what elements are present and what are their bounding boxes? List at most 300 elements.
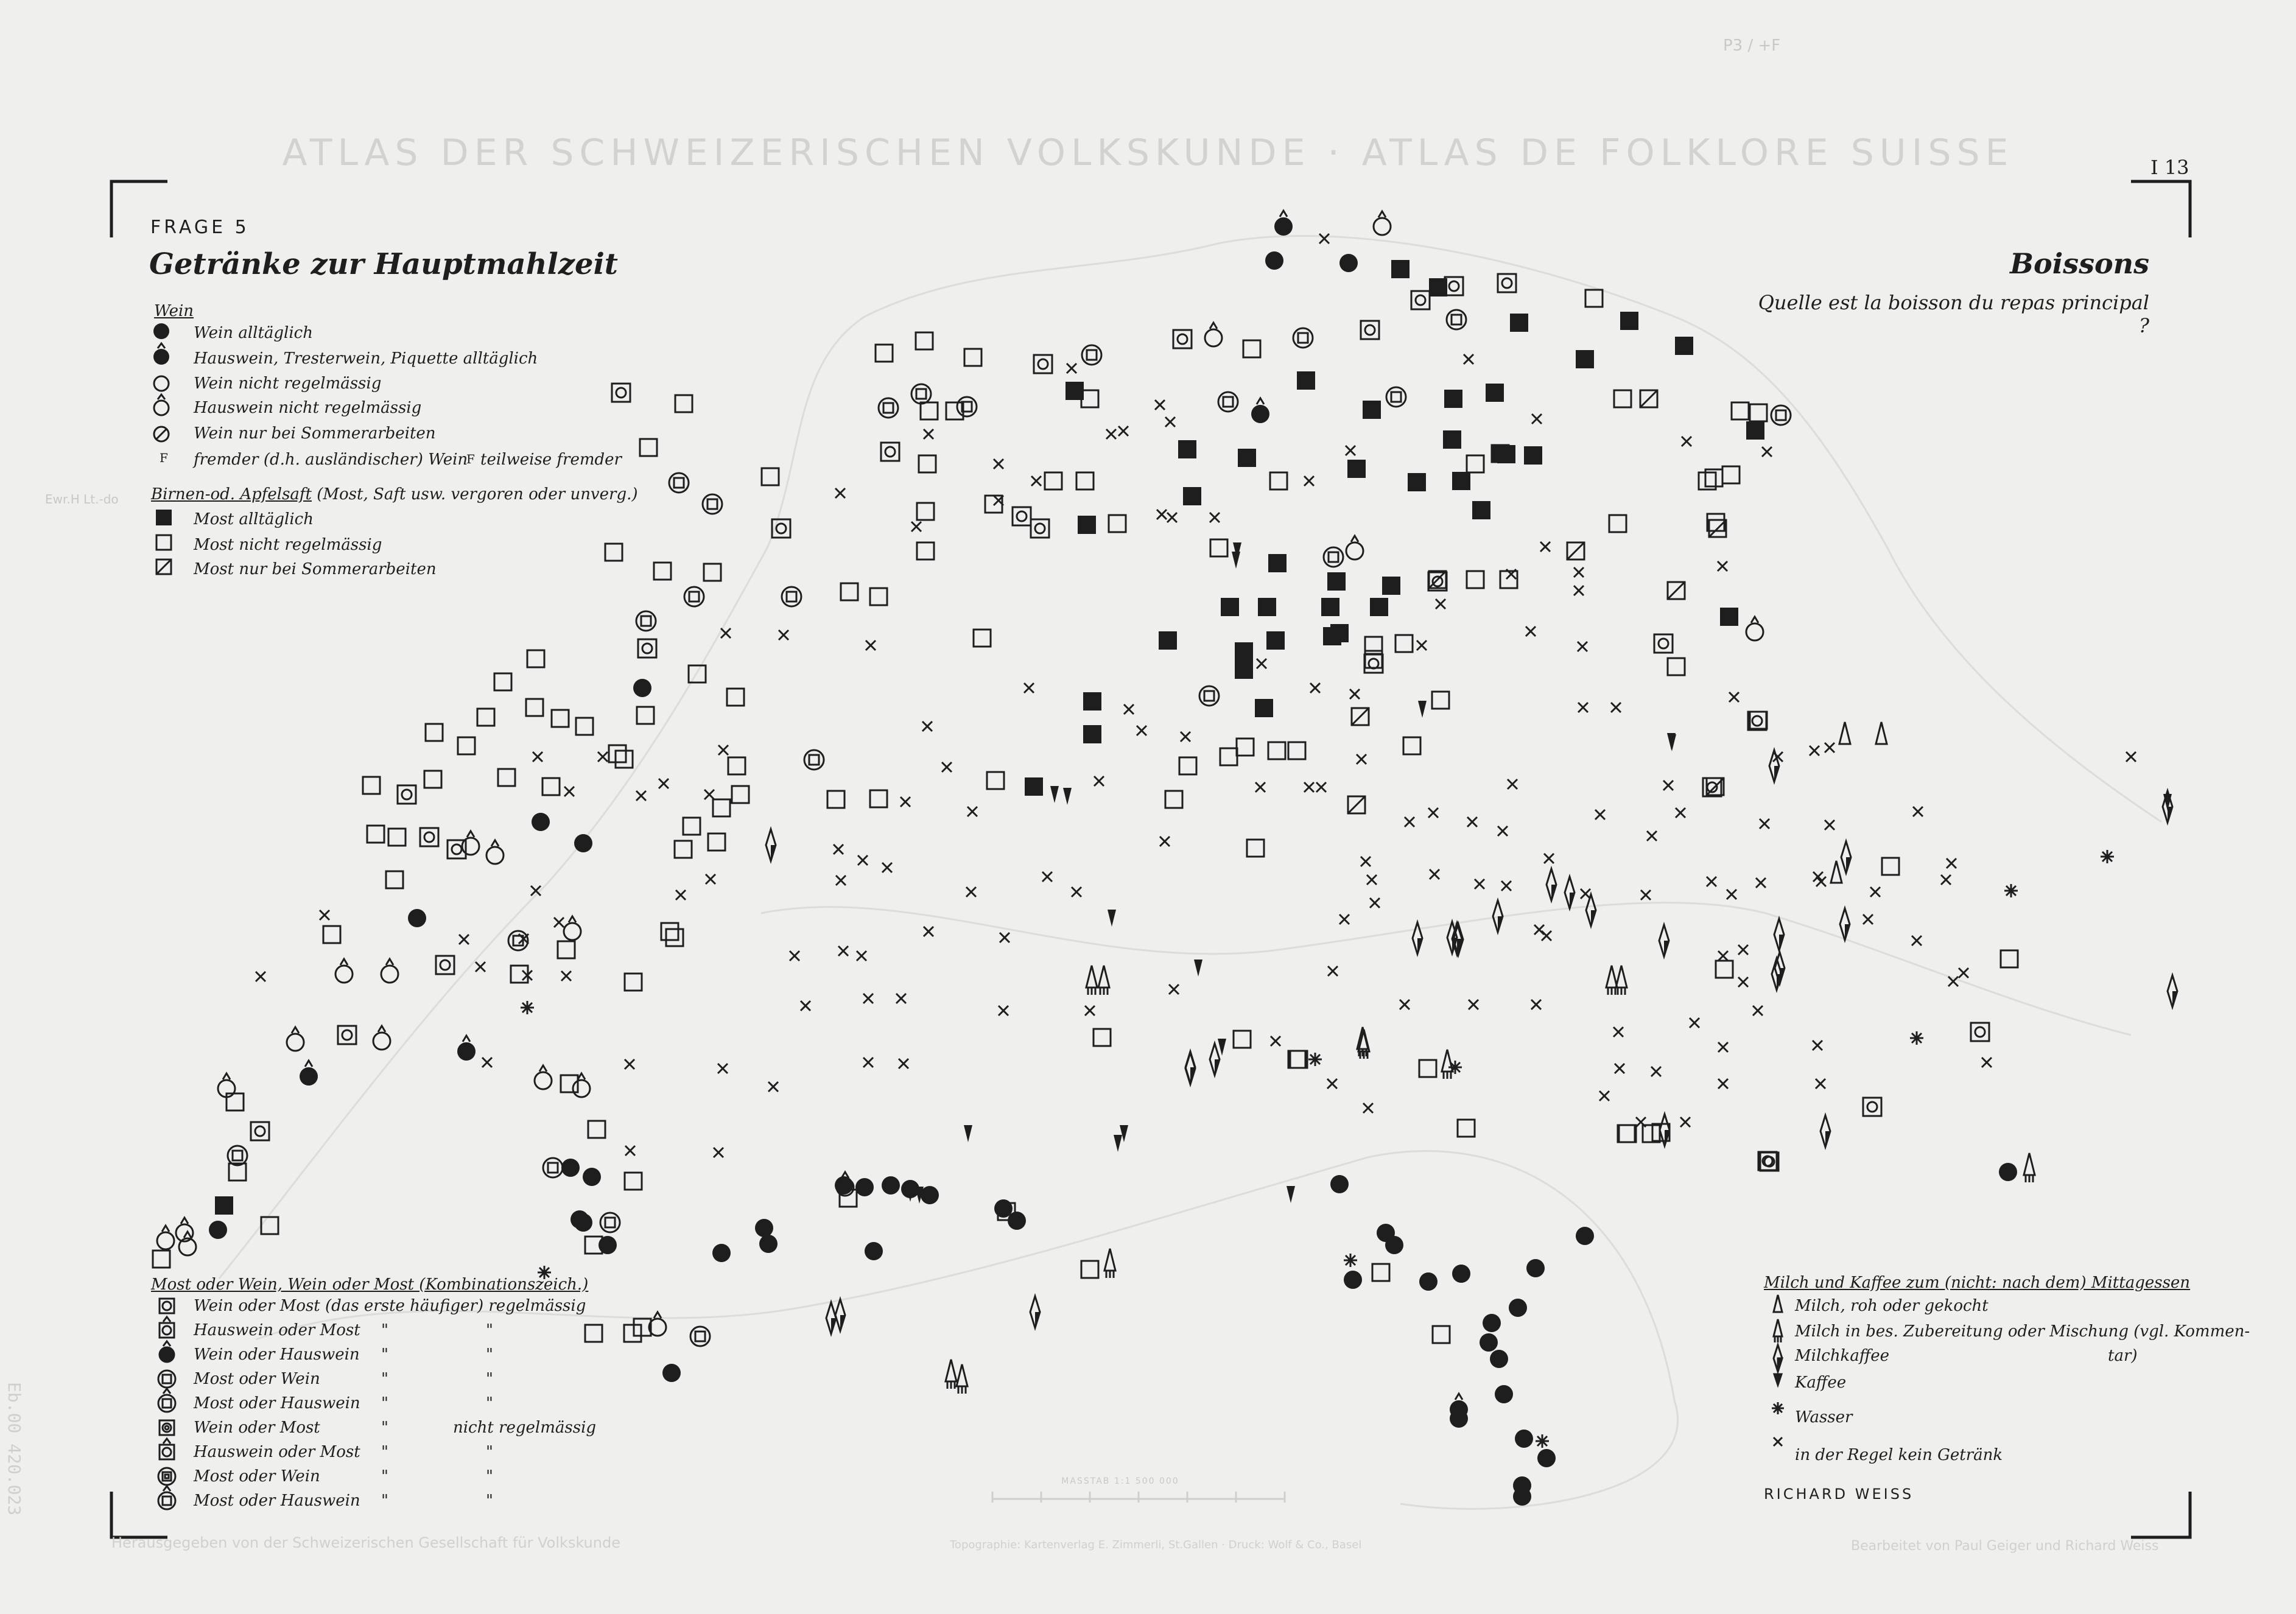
no-drink-marker <box>1464 354 1473 364</box>
no-drink-marker <box>1753 1006 1763 1016</box>
no-drink-marker <box>1124 704 1134 714</box>
no-drink-marker <box>1257 659 1266 668</box>
no-drink-marker <box>1475 879 1484 889</box>
cider-occasional-marker <box>870 588 887 605</box>
cider-occasional-marker <box>1288 742 1305 759</box>
housewine-daily-marker <box>1274 211 1293 236</box>
legend-combined-item-1: Wein oder Most (das erste häufiger) regelmässig <box>194 1297 586 1315</box>
cider-or-wine-marker <box>879 398 898 418</box>
no-drink-marker <box>704 790 714 799</box>
cider-occasional-marker <box>1419 1060 1436 1077</box>
cider-occasional-marker <box>1234 1031 1251 1048</box>
no-drink-marker <box>1718 951 1728 961</box>
legend-cider-heading: Birnen-od. Apfelsaft <box>151 485 312 503</box>
water-marker <box>1448 1061 1462 1074</box>
wine-daily-marker <box>583 1168 601 1186</box>
no-drink-marker <box>838 946 848 956</box>
no-drink-marker <box>1544 854 1554 863</box>
cider-or-wine-marker <box>703 494 722 514</box>
housewine-occasional-marker <box>287 1027 304 1051</box>
cider-occasional-marker <box>1433 1326 1450 1343</box>
cider-summer-marker <box>1348 796 1365 813</box>
legend-combined-item-2-col3: " <box>486 1321 493 1339</box>
cider-or-wine-marker <box>1386 387 1406 407</box>
cider-daily-marker <box>1327 572 1346 591</box>
cider-occasional-marker <box>1500 571 1517 588</box>
legend-combined-item-4-col3: " <box>486 1370 493 1388</box>
cider-occasional-marker <box>1179 757 1196 774</box>
wine-daily-marker <box>1452 1265 1470 1283</box>
cider-occasional-marker <box>732 786 749 803</box>
milk-prepared-marker <box>2024 1153 2035 1182</box>
question-number: FRAGE 5 <box>150 217 250 238</box>
wine-daily-marker <box>1265 251 1283 270</box>
wine-or-cider-marker <box>1031 519 1049 538</box>
no-drink-marker <box>768 1082 778 1092</box>
sheet-number: I 13 <box>2150 156 2189 179</box>
no-drink-marker <box>1137 726 1146 735</box>
wine-daily-marker <box>574 1213 592 1232</box>
cider-daily-marker <box>1486 384 1504 402</box>
milk-marker <box>1831 861 1842 883</box>
wine-daily-marker <box>1385 1236 1403 1254</box>
legend-cider-item-2: Most nicht regelmässig <box>194 536 382 554</box>
legend-cider-heading-suffix: (Most, Saft usw. vergoren oder unverg.) <box>317 485 638 503</box>
cider-occasional-marker <box>1076 472 1094 489</box>
cider-occasional-marker <box>1609 515 1626 532</box>
cider-occasional-marker <box>870 790 887 807</box>
coffee-marker <box>1287 1186 1295 1203</box>
housewine-occasional-marker <box>1346 536 1363 560</box>
cider-occasional-marker <box>153 1251 170 1268</box>
cider-occasional-marker <box>616 751 633 768</box>
legend-combined-item-4: Most oder Wein <box>194 1370 320 1388</box>
cider-occasional-marker <box>542 778 560 795</box>
water-marker <box>1536 1434 1549 1448</box>
cider-or-wine-marker <box>669 473 689 493</box>
legend-cider-item-3: Most nur bei Sommerarbeiten <box>194 560 437 578</box>
cider-daily-marker <box>1675 337 1693 355</box>
no-drink-marker <box>899 1059 908 1068</box>
cider-summer-marker <box>1352 708 1369 725</box>
cider-occasional-marker <box>552 710 569 727</box>
no-drink-marker <box>598 752 608 762</box>
wine-daily-marker <box>633 679 651 697</box>
water-marker <box>521 1001 534 1014</box>
legend-combined-item-9-col2: " <box>381 1492 388 1510</box>
no-drink-marker <box>1469 1000 1478 1009</box>
cider-occasional-marker <box>921 402 938 419</box>
cider-daily-marker <box>1576 350 1594 368</box>
cider-daily-marker <box>1370 598 1388 616</box>
no-drink-marker <box>1024 683 1034 693</box>
no-drink-marker <box>1271 1036 1280 1046</box>
no-drink-marker <box>1526 626 1536 636</box>
cider-or-wine-marker <box>1218 392 1238 412</box>
cider-or-wine-marker <box>1082 345 1101 365</box>
no-drink-marker <box>1428 808 1438 818</box>
legend-combined-item-5-col3: " <box>486 1394 493 1412</box>
no-drink-marker <box>1067 363 1076 373</box>
cider-daily-marker <box>1382 577 1400 595</box>
cider-occasional-marker <box>1237 739 1254 756</box>
cider-daily-marker <box>215 1196 233 1215</box>
wine-or-cider-marker <box>1863 1098 1881 1116</box>
milk-prepared-marker <box>946 1360 957 1389</box>
cider-occasional-marker <box>1643 1125 1660 1142</box>
wine-or-cider-marker <box>420 828 438 846</box>
legend-combined-item-2-col2: " <box>381 1321 388 1339</box>
no-drink-marker <box>1540 542 1550 552</box>
no-drink-marker <box>1611 703 1621 712</box>
no-drink-marker <box>858 855 868 865</box>
cider-occasional-marker <box>1750 404 1767 421</box>
milk-coffee-marker <box>1493 900 1503 932</box>
no-drink-marker <box>476 962 485 972</box>
no-drink-marker <box>1542 931 1551 941</box>
map-symbols-west <box>153 332 2017 1506</box>
cider-occasional-marker <box>637 707 654 724</box>
milk-coffee-marker <box>835 1299 845 1331</box>
legend-combined-item-8-col3: " <box>486 1467 493 1486</box>
cider-or-wine-marker <box>228 1146 247 1165</box>
wine-daily-marker <box>1480 1333 1498 1352</box>
no-drink-marker <box>801 1001 810 1011</box>
no-drink-marker <box>1870 887 1880 897</box>
legend-combined-item-9: Most oder Hauswein <box>194 1492 360 1510</box>
no-drink-marker <box>999 1006 1008 1016</box>
wine-daily-marker <box>865 1242 883 1260</box>
no-drink-marker <box>857 951 866 961</box>
cider-occasional-marker <box>1732 402 1749 419</box>
cider-occasional-marker <box>640 439 657 456</box>
cider-daily-marker <box>1347 460 1366 478</box>
milk-coffee-marker <box>1820 1115 1830 1147</box>
legend-combined-item-3-col3: " <box>486 1346 493 1364</box>
no-drink-marker <box>1663 781 1673 790</box>
map-title-french: Boissons <box>2010 247 2149 280</box>
coffee-marker <box>1668 734 1676 751</box>
milk-coffee-marker <box>826 1302 836 1334</box>
cider-daily-marker <box>1363 401 1381 419</box>
legend-partial-marker: F <box>466 452 475 466</box>
cider-occasional-marker <box>1396 635 1413 652</box>
no-drink-marker <box>1738 977 1748 987</box>
wine-daily-marker <box>1999 1163 2017 1181</box>
legend-milk-symbols <box>1766 1294 1790 1476</box>
coffee-marker <box>1194 960 1202 977</box>
coffee-marker <box>1418 701 1427 718</box>
cider-occasional-marker <box>458 737 475 754</box>
no-drink-marker <box>1000 933 1009 942</box>
cider-occasional-marker <box>841 583 858 600</box>
no-drink-marker <box>706 874 715 884</box>
wine-daily-marker <box>1419 1272 1438 1291</box>
legend-cider-symbols <box>151 507 175 580</box>
no-drink-marker <box>1357 754 1366 764</box>
housewine-occasional-marker <box>462 831 479 855</box>
cider-occasional-marker <box>708 833 725 851</box>
cider-occasional-marker <box>609 745 626 762</box>
no-drink-marker <box>1430 869 1439 879</box>
milk-coffee-marker <box>1586 894 1596 926</box>
wine-or-cider-marker <box>1361 321 1379 339</box>
no-drink-marker <box>942 762 952 772</box>
no-drink-marker <box>1863 914 1873 924</box>
cider-daily-marker <box>1025 777 1043 796</box>
housewine-occasional-marker <box>564 916 581 940</box>
housewine-occasional-marker <box>335 959 353 983</box>
legend-milk-item-1: Milch, roh oder gekocht <box>1795 1297 1989 1315</box>
no-drink-marker <box>1651 1067 1661 1076</box>
no-drink-marker <box>554 918 564 927</box>
cider-occasional-marker <box>585 1325 602 1342</box>
legend-combined-item-6-col2: " <box>381 1419 388 1437</box>
cider-daily-marker <box>1266 631 1285 650</box>
no-drink-marker <box>1031 476 1041 486</box>
milk-coffee-marker <box>766 829 776 861</box>
cider-occasional-marker <box>683 818 700 835</box>
legend-combined-item-2: Hauswein oder Most <box>194 1321 360 1339</box>
no-drink-marker <box>1042 872 1052 882</box>
cider-occasional-marker <box>388 829 405 846</box>
water-marker <box>2004 884 2018 897</box>
cider-daily-marker <box>1235 642 1253 661</box>
no-drink-marker <box>1169 984 1179 994</box>
cider-or-wine-marker <box>782 587 801 606</box>
coffee-marker <box>1218 1039 1226 1056</box>
wine-daily-marker <box>408 909 426 927</box>
wine-daily-marker <box>561 1159 580 1177</box>
no-drink-marker <box>1574 586 1584 595</box>
cider-occasional-marker <box>363 777 380 794</box>
legend-cider-heading-row <box>151 485 638 503</box>
no-drink-marker <box>924 429 933 439</box>
water-marker <box>1308 1053 1322 1066</box>
question-french: Quelle est la boisson du repas principal ? <box>1758 291 2149 337</box>
no-drink-marker <box>1718 561 1727 571</box>
wine-daily-marker <box>209 1221 227 1239</box>
housewine-occasional-marker <box>573 1073 590 1097</box>
wine-daily-marker <box>1509 1299 1527 1317</box>
no-drink-marker <box>1574 567 1584 577</box>
wine-or-cider-marker <box>881 443 899 461</box>
cider-daily-marker <box>1235 661 1253 679</box>
no-drink-marker <box>1467 817 1477 827</box>
no-drink-marker <box>1599 1091 1609 1101</box>
cider-occasional-marker <box>1722 466 1740 483</box>
housewine-occasional-marker <box>1205 323 1222 346</box>
cider-occasional-marker <box>1094 1029 1111 1046</box>
no-drink-marker <box>1760 819 1769 829</box>
cider-daily-marker <box>1510 314 1528 332</box>
milk-prepared-marker <box>1086 966 1097 995</box>
no-drink-marker <box>636 791 646 801</box>
cider-daily-marker <box>1258 598 1276 616</box>
coffee-marker <box>1114 1135 1122 1152</box>
legend-combined-symbols <box>152 1294 183 1513</box>
cider-summer-marker <box>1567 542 1584 560</box>
no-drink-marker <box>1417 640 1427 650</box>
no-drink-marker <box>1367 875 1377 885</box>
wine-daily-marker <box>1526 1259 1545 1277</box>
no-drink-marker <box>1682 437 1691 446</box>
cider-occasional-marker <box>654 563 671 580</box>
cider-or-wine-marker <box>1771 405 1791 425</box>
no-drink-marker <box>1532 414 1542 424</box>
no-drink-marker <box>1913 807 1923 816</box>
wine-daily-marker <box>755 1219 773 1237</box>
cider-daily-marker <box>1620 312 1638 330</box>
cider-daily-marker <box>1524 446 1542 465</box>
cider-occasional-marker <box>917 503 934 520</box>
cider-daily-marker <box>1238 449 1256 467</box>
cider-occasional-marker <box>625 974 642 991</box>
cider-occasional-marker <box>974 630 991 647</box>
archive-stamp: Eb.00 420.023 <box>4 1382 24 1516</box>
no-drink-marker <box>1346 446 1355 455</box>
cider-or-wine-marker <box>690 1327 710 1346</box>
wine-daily-marker <box>1450 1409 1468 1428</box>
milk-coffee-marker <box>1413 922 1422 954</box>
no-drink-marker <box>561 971 571 981</box>
cider-or-wine-marker <box>636 611 656 631</box>
no-drink-marker <box>1370 898 1380 908</box>
cider-occasional-marker <box>762 468 779 485</box>
cider-occasional-marker <box>526 699 543 716</box>
no-drink-marker <box>1727 889 1736 899</box>
wine-or-cider-marker <box>1654 634 1673 653</box>
no-drink-marker <box>320 910 329 920</box>
coffee-marker <box>1232 552 1240 569</box>
cider-occasional-marker <box>1270 472 1287 489</box>
cider-daily-marker <box>1159 631 1177 650</box>
no-drink-marker <box>1436 599 1445 609</box>
wine-daily-marker <box>759 1235 778 1253</box>
pencil-note: P3 / +F <box>1723 37 1781 55</box>
legend-wine-item-1: Wein alltäglich <box>194 324 313 342</box>
no-drink-marker <box>1762 447 1772 457</box>
cider-or-wine-marker <box>1324 547 1343 567</box>
cider-occasional-marker <box>675 841 692 858</box>
map-symbols <box>870 211 1791 942</box>
no-drink-marker <box>625 1059 634 1069</box>
no-drink-marker <box>1327 1079 1337 1089</box>
cider-summer-marker <box>1640 390 1657 407</box>
no-drink-marker <box>459 935 469 944</box>
base-map-borders <box>219 236 2161 1509</box>
cider-occasional-marker <box>1372 1264 1389 1281</box>
legend-wine-item-4: Hauswein nicht regelmässig <box>194 399 422 417</box>
cider-daily-marker <box>1255 699 1273 717</box>
legend-combined-item-5: Most oder Hauswein <box>194 1394 360 1412</box>
no-drink-marker <box>1405 817 1414 827</box>
cider-daily-marker <box>1083 725 1101 743</box>
wine-daily-marker <box>574 834 592 852</box>
wine-or-cider-marker <box>251 1122 269 1140</box>
legend-combined-heading: Most oder Wein, Wein oder Most (Kombinationszeich.) <box>151 1275 589 1294</box>
legend-cider-item-1: Most alltäglich <box>194 510 314 528</box>
cider-occasional-marker <box>946 402 963 419</box>
milk-coffee-marker <box>1840 908 1850 940</box>
no-drink-marker <box>1825 743 1834 753</box>
no-drink-marker <box>1941 875 1951 885</box>
no-drink-marker <box>1816 1079 1825 1089</box>
no-drink-marker <box>256 972 265 981</box>
cider-summer-marker <box>1668 582 1685 599</box>
no-drink-marker <box>1825 820 1834 830</box>
legend-wine-symbols <box>149 317 174 451</box>
housewine-daily-marker <box>1251 398 1269 423</box>
no-drink-marker <box>835 488 845 498</box>
footer-printer: Topographie: Kartenverlag E. Zimmerli, St.Gallen · Druck: Wolf & Co., Basel <box>950 1539 1362 1551</box>
cider-occasional-marker <box>827 791 844 808</box>
coffee-marker <box>964 1125 972 1142</box>
no-drink-marker <box>994 459 1003 469</box>
cider-or-wine-marker <box>543 1158 563 1177</box>
no-drink-marker <box>1400 1000 1410 1009</box>
wine-or-cider-marker <box>1013 507 1031 525</box>
wine-daily-marker <box>1483 1314 1501 1332</box>
no-drink-marker <box>1350 689 1360 699</box>
water-marker <box>1344 1254 1357 1267</box>
milk-coffee-marker <box>1774 919 1784 950</box>
legend-combined-item-7-col2: " <box>381 1443 388 1461</box>
cider-daily-marker <box>1444 390 1462 408</box>
cider-occasional-marker <box>1716 961 1733 978</box>
no-drink-marker <box>790 951 799 961</box>
no-drink-marker <box>924 927 933 936</box>
no-drink-marker <box>1210 513 1220 522</box>
cider-occasional-marker <box>424 771 441 788</box>
cider-daily-marker <box>1297 371 1315 390</box>
cider-occasional-marker <box>426 724 443 741</box>
legend-combined-item-6: Wein oder Most <box>194 1419 320 1437</box>
no-drink-marker <box>896 994 906 1003</box>
no-drink-marker <box>1072 887 1081 897</box>
cider-occasional-marker <box>661 923 678 940</box>
no-drink-marker <box>1094 776 1104 786</box>
no-drink-marker <box>834 844 843 854</box>
cider-occasional-marker <box>605 544 622 561</box>
no-drink-marker <box>1328 966 1338 976</box>
no-drink-marker <box>836 875 846 885</box>
no-drink-marker <box>1498 826 1508 836</box>
cider-or-wine-marker <box>684 587 704 606</box>
cider-or-wine-marker <box>957 397 977 416</box>
legend-combined-item-6-col3: nicht regelmässig <box>453 1419 597 1437</box>
legend-wine-heading: Wein <box>154 302 194 320</box>
cider-daily-marker <box>1720 608 1738 626</box>
legend-foreign-marker: F <box>160 451 168 465</box>
milk-coffee-marker <box>1185 1053 1195 1084</box>
no-drink-marker <box>863 1058 873 1067</box>
no-drink-marker <box>1118 426 1128 436</box>
no-drink-marker <box>1756 878 1766 888</box>
legend-combined-item-7: Hauswein oder Most <box>194 1443 360 1461</box>
no-drink-marker <box>718 745 728 755</box>
wine-or-cider-marker <box>436 956 454 974</box>
atlas-header-title: ATLAS DER SCHWEIZERISCHEN VOLKSKUNDE · ATLAS DE FOLKLORE SUISSE <box>282 132 2014 174</box>
no-drink-marker <box>1813 872 1823 882</box>
legend-milk-item-2-suffix: tar) <box>2108 1347 2138 1365</box>
cider-occasional-marker <box>964 349 981 366</box>
housewine-occasional-marker <box>535 1065 552 1089</box>
cider-occasional-marker <box>1432 692 1449 709</box>
no-drink-marker <box>1339 914 1349 924</box>
housewine-occasional-marker <box>381 959 398 983</box>
no-drink-marker <box>1690 1018 1699 1028</box>
